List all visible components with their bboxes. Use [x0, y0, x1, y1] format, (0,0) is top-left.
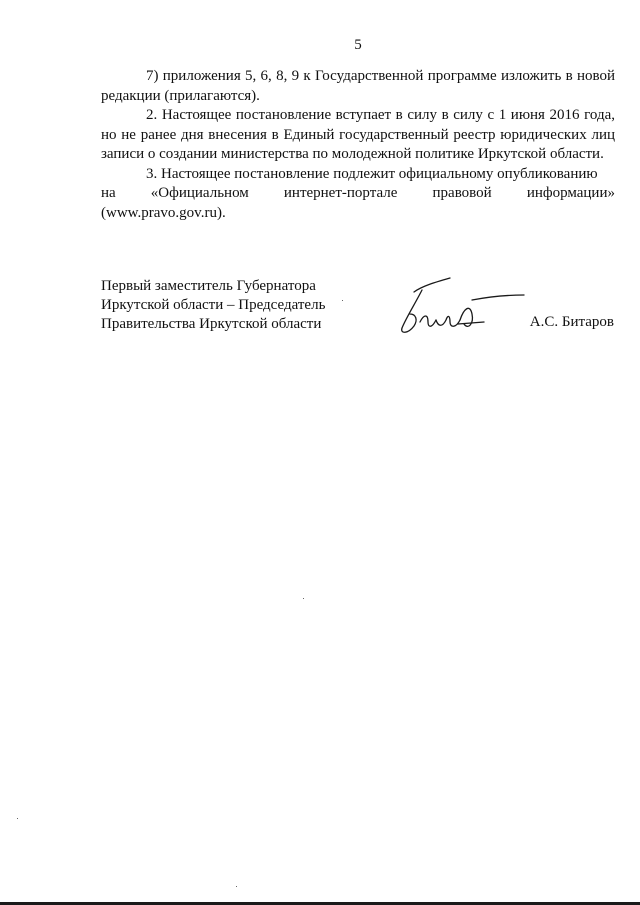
paragraph-3-line-2	[101, 184, 615, 204]
scan-speck	[17, 818, 18, 819]
scan-speck	[236, 886, 237, 887]
word: «Официальном	[150, 185, 249, 201]
word: на	[101, 185, 116, 201]
handwritten-signature-icon	[392, 270, 532, 342]
signer-position-line: Первый заместитель Губернатора	[101, 278, 316, 294]
signer-name: А.С. Битаров	[529, 314, 614, 330]
paragraph-3-line-1: 3. Настоящее постановление подлежит официальному опубликованию	[146, 165, 598, 182]
word: интернет-портале	[283, 185, 398, 201]
paragraph-3-line-3: (www.pravo.gov.ru).	[101, 204, 226, 221]
signer-position-line: Иркутской области – Председатель	[101, 297, 326, 313]
page-number: 5	[354, 37, 362, 53]
paragraph-2: 2. Настоящее постановление вступает в силу в силу с 1 июня 2016 года, но не ранее дня внесения в Единый государственный реестр юридических лиц записи о создании министерства по молодежной политике Иркутской области.	[101, 107, 615, 162]
scan-speck	[303, 598, 304, 599]
document-body	[101, 67, 615, 223]
word: информации»	[526, 185, 615, 201]
paragraph-item-7: 7) приложения 5, 6, 8, 9 к Государственной программе изложить в новой редакции (прилагаются).	[101, 68, 615, 104]
signer-position	[101, 277, 325, 334]
signer-position-line: Правительства Иркутской области	[101, 316, 322, 332]
scan-speck	[342, 300, 343, 301]
word: правовой	[432, 185, 492, 201]
